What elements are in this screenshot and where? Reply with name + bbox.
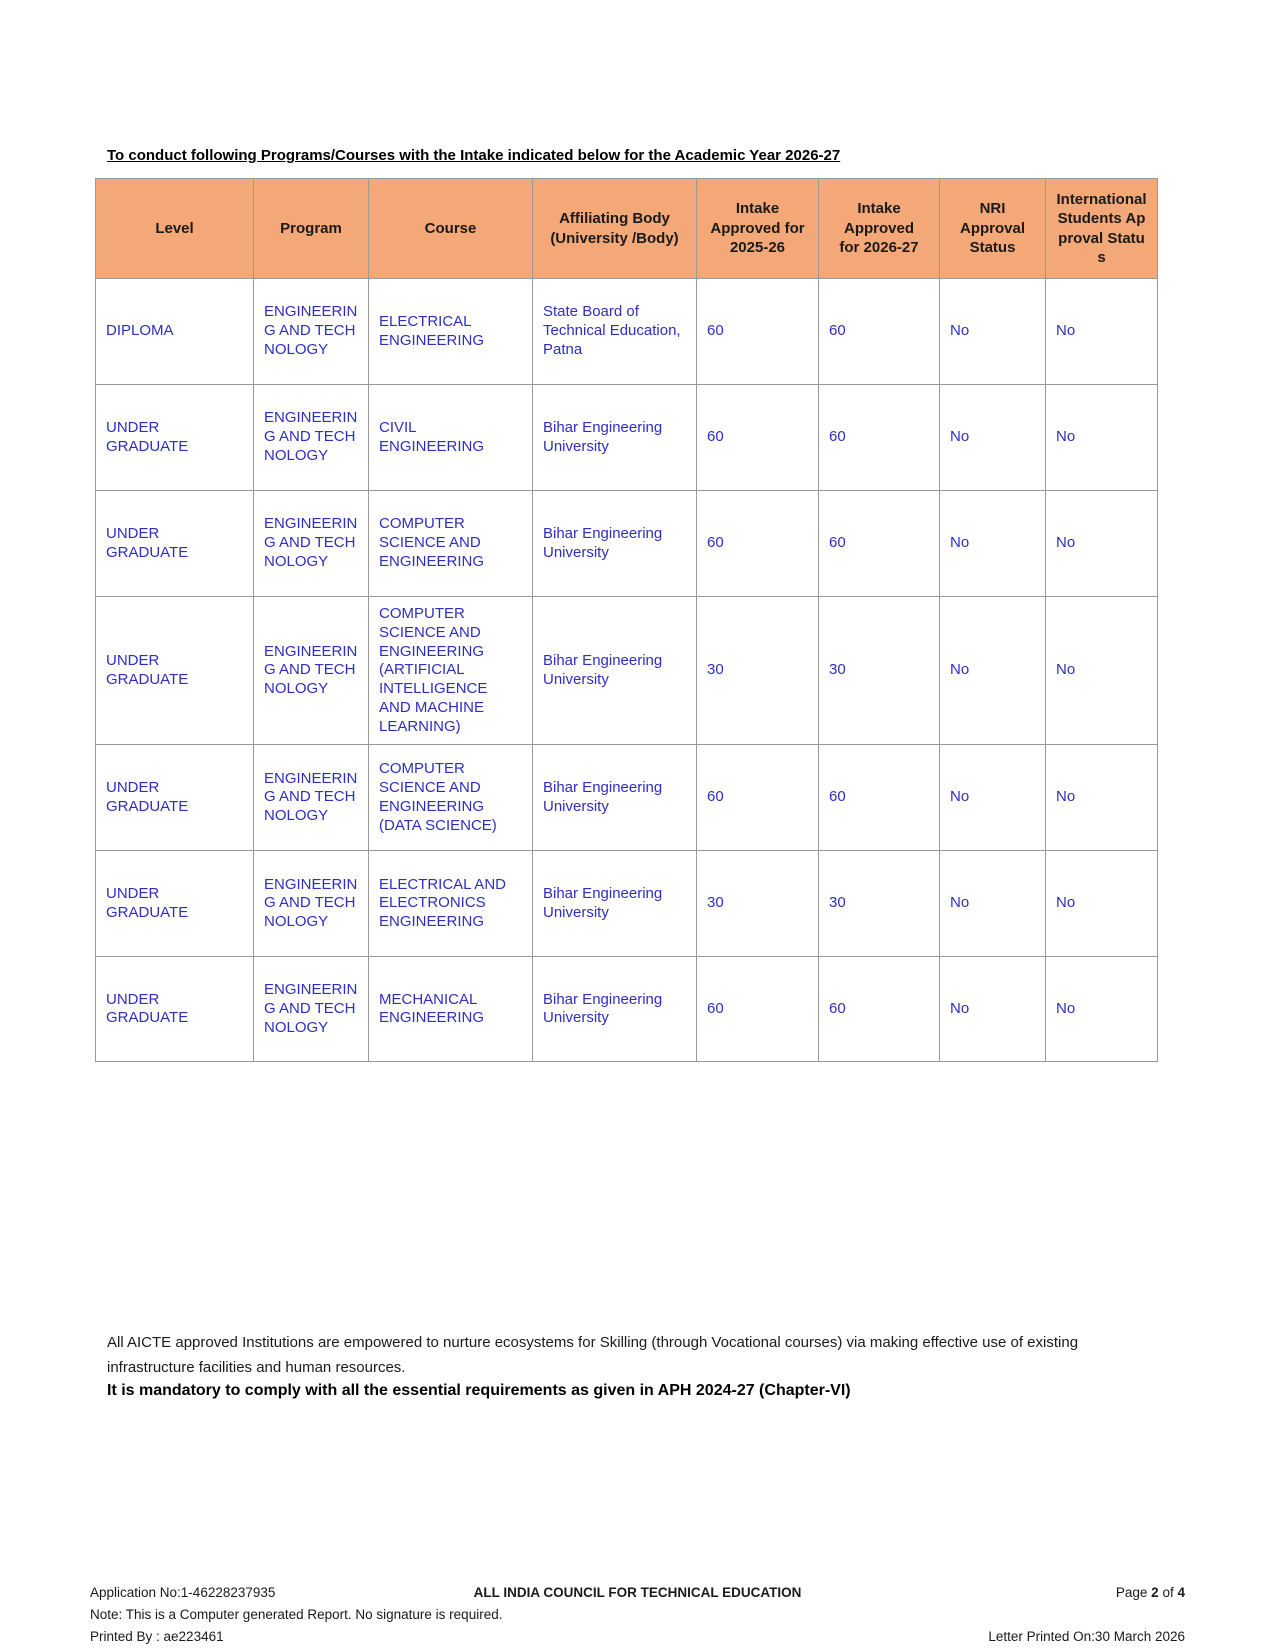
cell-level: UNDER GRADUATE	[96, 597, 254, 745]
footer-line-2	[90, 1604, 1185, 1626]
mandatory-note: It is mandatory to comply with all the essential requirements as given in APH 2024-27 (Chapter-VI)	[107, 1382, 851, 1399]
cell-affiliating-body: Bihar Engineering University	[533, 851, 697, 957]
cell-international-approval: No	[1046, 745, 1158, 851]
table-row	[96, 851, 1158, 957]
column-header-nri-approval: NRI Approval Status	[940, 179, 1046, 279]
cell-program: ENGINEERING AND TECHNOLOGY	[254, 279, 369, 385]
cell-intake-2026-27: 60	[819, 385, 940, 491]
cell-intake-2025-26: 60	[697, 957, 819, 1062]
cell-nri-approval: No	[940, 491, 1046, 597]
cell-program: ENGINEERING AND TECHNOLOGY	[254, 745, 369, 851]
cell-nri-approval: No	[940, 597, 1046, 745]
cell-course: COMPUTER SCIENCE AND ENGINEERING (DATA SCIENCE)	[369, 745, 533, 851]
cell-course: MECHANICAL ENGINEERING	[369, 957, 533, 1062]
cell-program: ENGINEERING AND TECHNOLOGY	[254, 385, 369, 491]
table-row	[96, 957, 1158, 1062]
footer-line-1	[90, 1582, 1185, 1604]
table-header-row	[96, 179, 1158, 279]
cell-course: COMPUTER SCIENCE AND ENGINEERING (ARTIFICIAL INTELLIGENCE AND MACHINE LEARNING)	[369, 597, 533, 745]
cell-affiliating-body: Bihar Engineering University	[533, 597, 697, 745]
page-total: 4	[1177, 1585, 1185, 1600]
cell-intake-2025-26: 60	[697, 491, 819, 597]
cell-program: ENGINEERING AND TECHNOLOGY	[254, 851, 369, 957]
cell-course: CIVIL ENGINEERING	[369, 385, 533, 491]
page-number	[1116, 1582, 1185, 1604]
cell-course: ELECTRICAL AND ELECTRONICS ENGINEERING	[369, 851, 533, 957]
cell-intake-2026-27: 30	[819, 851, 940, 957]
page-footer	[90, 1582, 1185, 1648]
cell-international-approval: No	[1046, 597, 1158, 745]
cell-international-approval: No	[1046, 385, 1158, 491]
cell-level: UNDER GRADUATE	[96, 491, 254, 597]
cell-intake-2025-26: 60	[697, 385, 819, 491]
cell-intake-2026-27: 60	[819, 957, 940, 1062]
column-header-course: Course	[369, 179, 533, 279]
cell-affiliating-body: Bihar Engineering University	[533, 957, 697, 1062]
column-header-program: Program	[254, 179, 369, 279]
cell-nri-approval: No	[940, 745, 1046, 851]
cell-international-approval: No	[1046, 851, 1158, 957]
cell-affiliating-body: Bihar Engineering University	[533, 745, 697, 851]
cell-program: ENGINEERING AND TECHNOLOGY	[254, 957, 369, 1062]
cell-intake-2025-26: 30	[697, 851, 819, 957]
cell-international-approval: No	[1046, 957, 1158, 1062]
cell-level: UNDER GRADUATE	[96, 957, 254, 1062]
cell-international-approval: No	[1046, 491, 1158, 597]
table-row	[96, 597, 1158, 745]
cell-course: COMPUTER SCIENCE AND ENGINEERING	[369, 491, 533, 597]
cell-intake-2025-26: 60	[697, 745, 819, 851]
letter-printed-on: Letter Printed On:30 March 2026	[988, 1629, 1185, 1644]
cell-intake-2026-27: 30	[819, 597, 940, 745]
page-label: Page	[1115, 1585, 1148, 1600]
table-row	[96, 745, 1158, 851]
cell-affiliating-body: State Board of Technical Education, Patna	[533, 279, 697, 385]
column-header-affiliating-body: Affiliating Body (University /Body)	[533, 179, 697, 279]
cell-nri-approval: No	[940, 385, 1046, 491]
cell-level: DIPLOMA	[96, 279, 254, 385]
table-row	[96, 385, 1158, 491]
council-name: ALL INDIA COUNCIL FOR TECHNICAL EDUCATION	[473, 1585, 802, 1600]
cell-affiliating-body: Bihar Engineering University	[533, 385, 697, 491]
cell-nri-approval: No	[940, 851, 1046, 957]
cell-intake-2026-27: 60	[819, 745, 940, 851]
footer-line-3	[90, 1626, 1185, 1648]
cell-intake-2026-27: 60	[819, 491, 940, 597]
cell-intake-2025-26: 60	[697, 279, 819, 385]
page-title: To conduct following Programs/Courses with the Intake indicated below for the Academic Year 2026-27	[107, 147, 841, 164]
page-current: 2	[1151, 1585, 1159, 1600]
cell-level: UNDER GRADUATE	[96, 851, 254, 957]
cell-program: ENGINEERING AND TECHNOLOGY	[254, 597, 369, 745]
programs-table	[95, 178, 1158, 1062]
table-row	[96, 279, 1158, 385]
page-of: of	[1162, 1585, 1174, 1600]
cell-program: ENGINEERING AND TECHNOLOGY	[254, 491, 369, 597]
cell-nri-approval: No	[940, 279, 1046, 385]
application-number: Application No:1-46228237935	[90, 1585, 276, 1600]
cell-course: ELECTRICAL ENGINEERING	[369, 279, 533, 385]
cell-intake-2026-27: 60	[819, 279, 940, 385]
cell-level: UNDER GRADUATE	[96, 385, 254, 491]
table-row	[96, 491, 1158, 597]
printed-by: Printed By : ae223461	[90, 1629, 224, 1644]
computer-generated-note: Note: This is a Computer generated Report. No signature is required.	[90, 1607, 503, 1622]
cell-intake-2025-26: 30	[697, 597, 819, 745]
skilling-note: All AICTE approved Institutions are empowered to nurture ecosystems for Skilling (through Vocational courses) via making effective use of existing infrastructure facilities and human resources.	[107, 1334, 1079, 1376]
column-header-intake-2026-27: Intake Approved for 2026-27	[819, 179, 940, 279]
cell-level: UNDER GRADUATE	[96, 745, 254, 851]
cell-nri-approval: No	[940, 957, 1046, 1062]
column-header-level: Level	[96, 179, 254, 279]
column-header-international-approval: International Students Approval Status	[1046, 179, 1158, 279]
column-header-intake-2025-26: Intake Approved for 2025-26	[697, 179, 819, 279]
cell-affiliating-body: Bihar Engineering University	[533, 491, 697, 597]
cell-international-approval: No	[1046, 279, 1158, 385]
